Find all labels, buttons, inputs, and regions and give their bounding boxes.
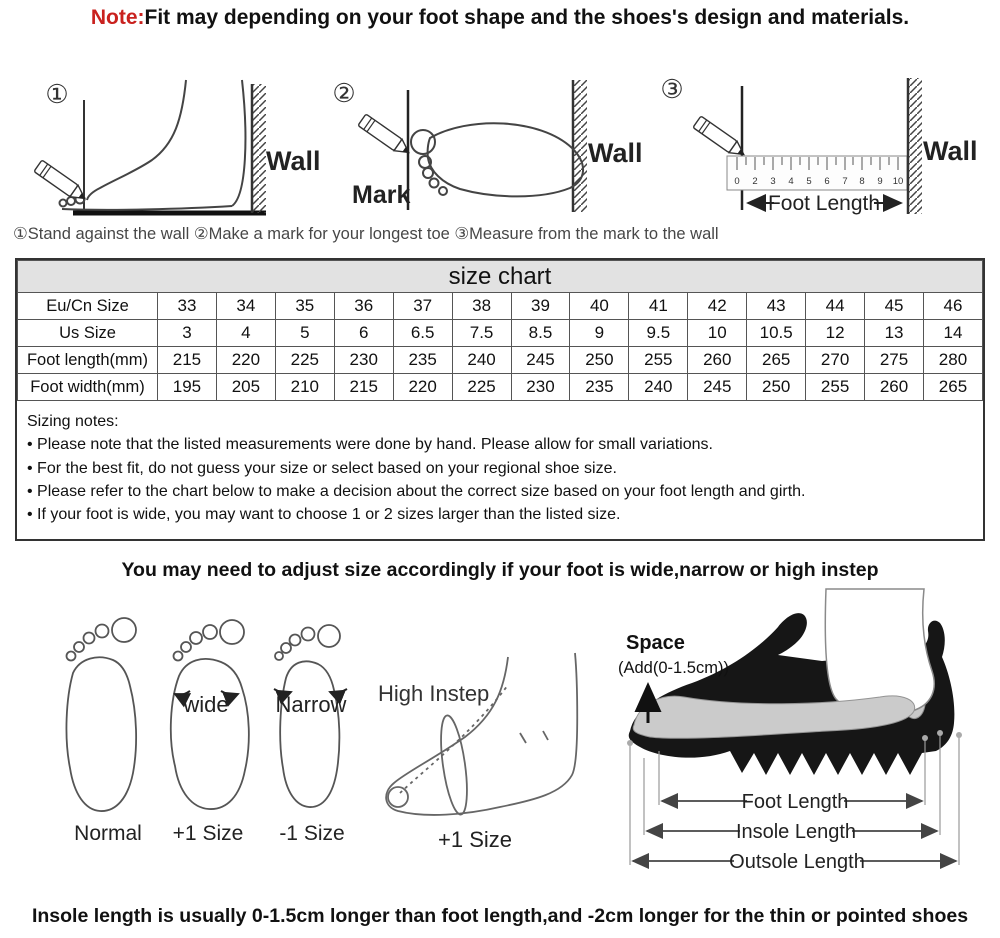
step1-panel [34, 79, 321, 213]
cell: 5 [275, 320, 334, 347]
sizing-note: • For the best fit, do not guess your size or select based on your regional shoe size. [27, 459, 617, 477]
cell: 235 [393, 347, 452, 374]
cell: 240 [452, 347, 511, 374]
cell: 265 [747, 347, 806, 374]
foot-length-label: Foot Length [767, 192, 881, 215]
cell: 10.5 [747, 320, 806, 347]
sizing-note: • If your foot is wide, you may want to choose 1 or 2 sizes larger than the listed size. [27, 506, 621, 524]
cell: 280 [923, 347, 982, 374]
sizing-notes [17, 401, 983, 539]
cell: 205 [216, 374, 275, 401]
cell: 195 [158, 374, 217, 401]
outsole-length-label: Outsole Length [729, 851, 865, 873]
shoe-drawing [629, 589, 955, 775]
note-text: Fit may depending on your foot shape and the shoes's design and materials. [144, 6, 910, 29]
row-label: Foot length(mm) [18, 347, 158, 374]
insole-length-label: Insole Length [735, 821, 857, 843]
space-add-label: (Add(0-1.5cm)) [618, 659, 729, 677]
cell: 250 [570, 347, 629, 374]
cell: 4 [216, 320, 275, 347]
cell: 12 [806, 320, 865, 347]
cell: 45 [865, 293, 924, 320]
cell: 245 [511, 347, 570, 374]
cell: 255 [629, 347, 688, 374]
table-row [18, 320, 983, 347]
step2-panel [332, 78, 642, 212]
cell: 225 [275, 347, 334, 374]
normal-label: Normal [74, 822, 142, 845]
cell: 250 [747, 374, 806, 401]
cell: 230 [334, 347, 393, 374]
cell: 40 [570, 293, 629, 320]
cell: 46 [923, 293, 982, 320]
narrow-annotation: Narrow [275, 692, 347, 717]
svg-text:10: 10 [892, 176, 904, 187]
cell: 3 [158, 320, 217, 347]
svg-text:4: 4 [788, 176, 794, 187]
wide-annotation: wide [183, 692, 229, 717]
cell: 14 [923, 320, 982, 347]
cell: 260 [688, 347, 747, 374]
svg-text:2: 2 [752, 176, 758, 187]
row-label: Foot width(mm) [18, 374, 158, 401]
space-label: Space [626, 632, 685, 654]
pencil-icon [358, 114, 413, 158]
svg-text:3: 3 [770, 176, 776, 187]
wall-hatch [253, 84, 266, 213]
cell: 36 [334, 293, 393, 320]
cell: 255 [806, 374, 865, 401]
cell: 230 [511, 374, 570, 401]
row-label: Eu/Cn Size [18, 293, 158, 320]
step1-number: ① [45, 79, 69, 109]
cell: 270 [806, 347, 865, 374]
cell: 210 [275, 374, 334, 401]
cell: 43 [747, 293, 806, 320]
table-row [18, 293, 983, 320]
svg-text:6: 6 [824, 176, 830, 187]
size-chart-table [17, 260, 983, 401]
svg-text:9: 9 [877, 176, 883, 187]
cell: 35 [275, 293, 334, 320]
wide-size-label: +1 Size [172, 822, 244, 845]
cell: 9.5 [629, 320, 688, 347]
cell: 37 [393, 293, 452, 320]
cell: 39 [511, 293, 570, 320]
adjust-size-line: You may need to adjust size accordingly if your foot is wide,narrow or high instep [121, 559, 879, 581]
cell: 240 [629, 374, 688, 401]
footprints-illustration [40, 598, 370, 856]
normal-footprint [66, 618, 136, 811]
table-row [18, 374, 983, 401]
cell: 6.5 [393, 320, 452, 347]
sizing-note: • Please refer to the chart below to make a decision about the correct size based on your foot length and girth. [27, 483, 806, 501]
cell: 10 [688, 320, 747, 347]
wall-hatch [909, 78, 922, 214]
cell: 235 [570, 374, 629, 401]
sizing-notes-heading: Sizing notes: [27, 413, 119, 430]
pencil-icon [693, 116, 748, 160]
top-foot-drawing [411, 123, 583, 196]
table-title-row [18, 261, 983, 293]
cell: 225 [452, 374, 511, 401]
step3-panel [660, 74, 977, 215]
cell: 8.5 [511, 320, 570, 347]
cell: 13 [865, 320, 924, 347]
side-foot-drawing [60, 80, 246, 210]
cell: 34 [216, 293, 275, 320]
narrow-size-label: -1 Size [279, 822, 345, 845]
svg-text:8: 8 [859, 176, 865, 187]
cell: 38 [452, 293, 511, 320]
instep-annotation: High Instep [378, 681, 490, 706]
wall-label: Wall [923, 136, 978, 166]
cell: 215 [334, 374, 393, 401]
note-line [0, 6, 1000, 30]
pencil-icon [34, 160, 89, 204]
svg-text:7: 7 [842, 176, 848, 187]
cell: 9 [570, 320, 629, 347]
measuring-steps-illustration [0, 72, 1000, 232]
cell: 215 [158, 347, 217, 374]
row-label: Us Size [18, 320, 158, 347]
foot-length-label: Foot Length [741, 791, 849, 813]
note-prefix: Note: [90, 6, 145, 29]
high-instep-illustration [370, 615, 620, 855]
sizing-note: • Please note that the listed measurements were done by hand. Please allow for small variations. [27, 436, 713, 454]
instep-foot-drawing [386, 653, 577, 816]
cell: 42 [688, 293, 747, 320]
cell: 220 [393, 374, 452, 401]
cell: 41 [629, 293, 688, 320]
size-chart-box [15, 258, 985, 541]
svg-text:5: 5 [806, 176, 812, 187]
size-chart-title: size chart [18, 261, 983, 293]
wall-hatch [574, 80, 587, 212]
cell: 275 [865, 347, 924, 374]
cell: 265 [923, 374, 982, 401]
cell: 260 [865, 374, 924, 401]
steps-caption: ①Stand against the wall ②Make a mark for your longest toe ③Measure from the mark to the wall [13, 225, 719, 243]
cell: 245 [688, 374, 747, 401]
footer-note: Insole length is usually 0-1.5cm longer than foot length,and -2cm longer for the thin or pointed shoes [31, 905, 969, 927]
cell: 33 [158, 293, 217, 320]
wall-label: Wall [588, 138, 643, 168]
instep-size-label: +1 Size [438, 827, 512, 852]
cell: 6 [334, 320, 393, 347]
step3-number: ③ [660, 74, 684, 104]
cell: 7.5 [452, 320, 511, 347]
table-row [18, 347, 983, 374]
wall-label: Wall [266, 146, 321, 176]
shoe-length-diagram [612, 583, 1000, 883]
cell: 220 [216, 347, 275, 374]
svg-text:0: 0 [734, 176, 740, 187]
step2-number: ② [332, 78, 356, 108]
cell: 44 [806, 293, 865, 320]
mark-label: Mark [352, 181, 411, 209]
